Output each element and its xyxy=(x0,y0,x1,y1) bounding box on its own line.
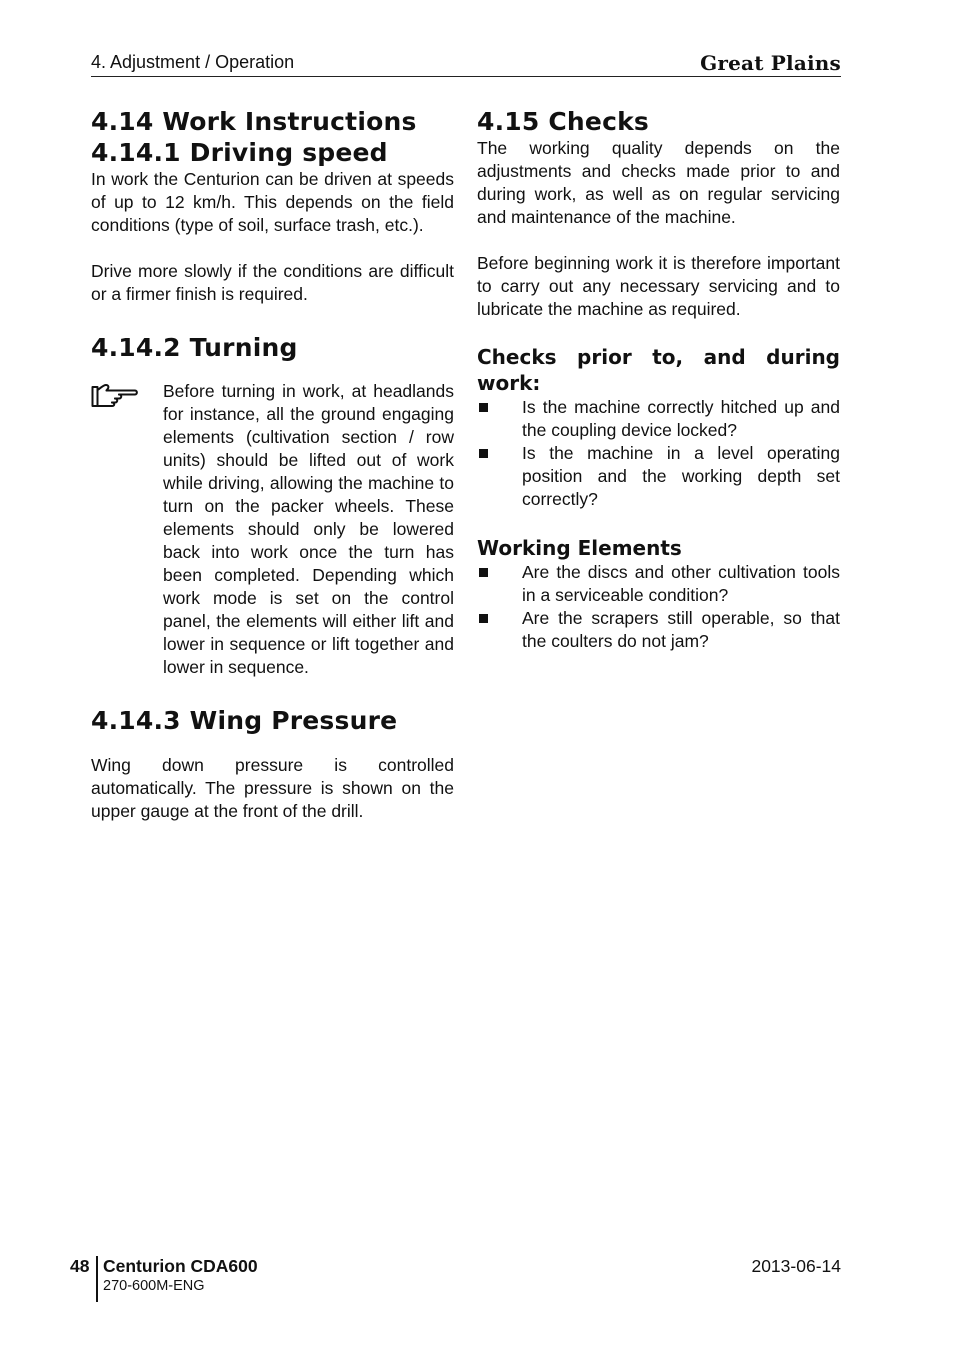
list-item-text: Is the machine in a level operating position and the working depth set correctly? xyxy=(522,443,840,509)
list-item xyxy=(477,561,840,607)
bullet-square-icon xyxy=(477,607,522,653)
working-elements-list xyxy=(477,561,840,653)
driving-speed-paragraph-1: In work the Centurion can be driven at speeds of up to 12 km/h. This depends on the field conditions (type of soil, surface trash, etc.). xyxy=(91,169,454,235)
left-column xyxy=(91,106,454,823)
section-heading-4-14-1: 4.14.1 Driving speed xyxy=(91,138,388,167)
publication-date: 2013-06-14 xyxy=(751,1256,841,1276)
document-code: 270-600M-ENG xyxy=(103,1278,205,1294)
brand-logo-text: Great Plains xyxy=(700,51,841,75)
turning-note xyxy=(91,380,454,679)
list-item-text: Are the discs and other cultivation tools in a serviceable condition? xyxy=(522,562,840,605)
turning-paragraph: Before turning in work, at headlands for instance, all the ground engaging elements (cultivation section / row units) should be lifted out of work while driving, allowing the machine to turn on the packer wheels. These elements should only be lowered back into work once the turn has been completed. Depending which work mode is set on the control panel, the elements will either lift and lower in sequence or lift together and lower in sequence. xyxy=(163,381,454,677)
list-item-text: Is the machine correctly hitched up and the coupling device locked? xyxy=(522,397,840,440)
list-item-text: Are the scrapers still operable, so that the coulters do not jam? xyxy=(522,608,840,651)
driving-speed-paragraph-2: Drive more slowly if the conditions are difficult or a firmer finish is required. xyxy=(91,261,454,304)
product-name: Centurion CDA600 xyxy=(103,1256,258,1276)
section-heading-4-14: 4.14 Work Instructions xyxy=(91,107,417,136)
list-item xyxy=(477,607,840,653)
checks-paragraph-2: Before beginning work it is therefore important to carry out any necessary servicing and to lubricate the machine as required. xyxy=(477,253,840,319)
chapter-title: 4. Adjustment / Operation xyxy=(91,52,295,72)
bullet-square-icon xyxy=(477,442,522,511)
pointing-hand-icon xyxy=(91,380,163,679)
bullet-square-icon xyxy=(477,396,522,442)
subheading-working-elements: Working Elements xyxy=(477,536,682,560)
section-heading-4-14-3: 4.14.3 Wing Pressure xyxy=(91,706,398,735)
prior-checks-list xyxy=(477,396,840,511)
section-heading-4-14-2: 4.14.2 Turning xyxy=(91,333,298,362)
subheading-checks-prior: Checks prior to, and during work: xyxy=(477,345,840,395)
bullet-square-icon xyxy=(477,561,522,607)
checks-paragraph-1: The working quality depends on the adjustments and checks made prior to and during work, as well as on regular servicing and maintenance of the machine. xyxy=(477,138,840,227)
page-header xyxy=(91,50,841,77)
page-number: 48 xyxy=(70,1256,90,1276)
list-item xyxy=(477,396,840,442)
wing-pressure-paragraph: Wing down pressure is controlled automatically. The pressure is shown on the upper gauge at the front of the drill. xyxy=(91,755,454,821)
footer-divider xyxy=(96,1256,98,1302)
list-item xyxy=(477,442,840,511)
section-heading-4-15: 4.15 Checks xyxy=(477,107,650,136)
right-column xyxy=(477,106,840,653)
